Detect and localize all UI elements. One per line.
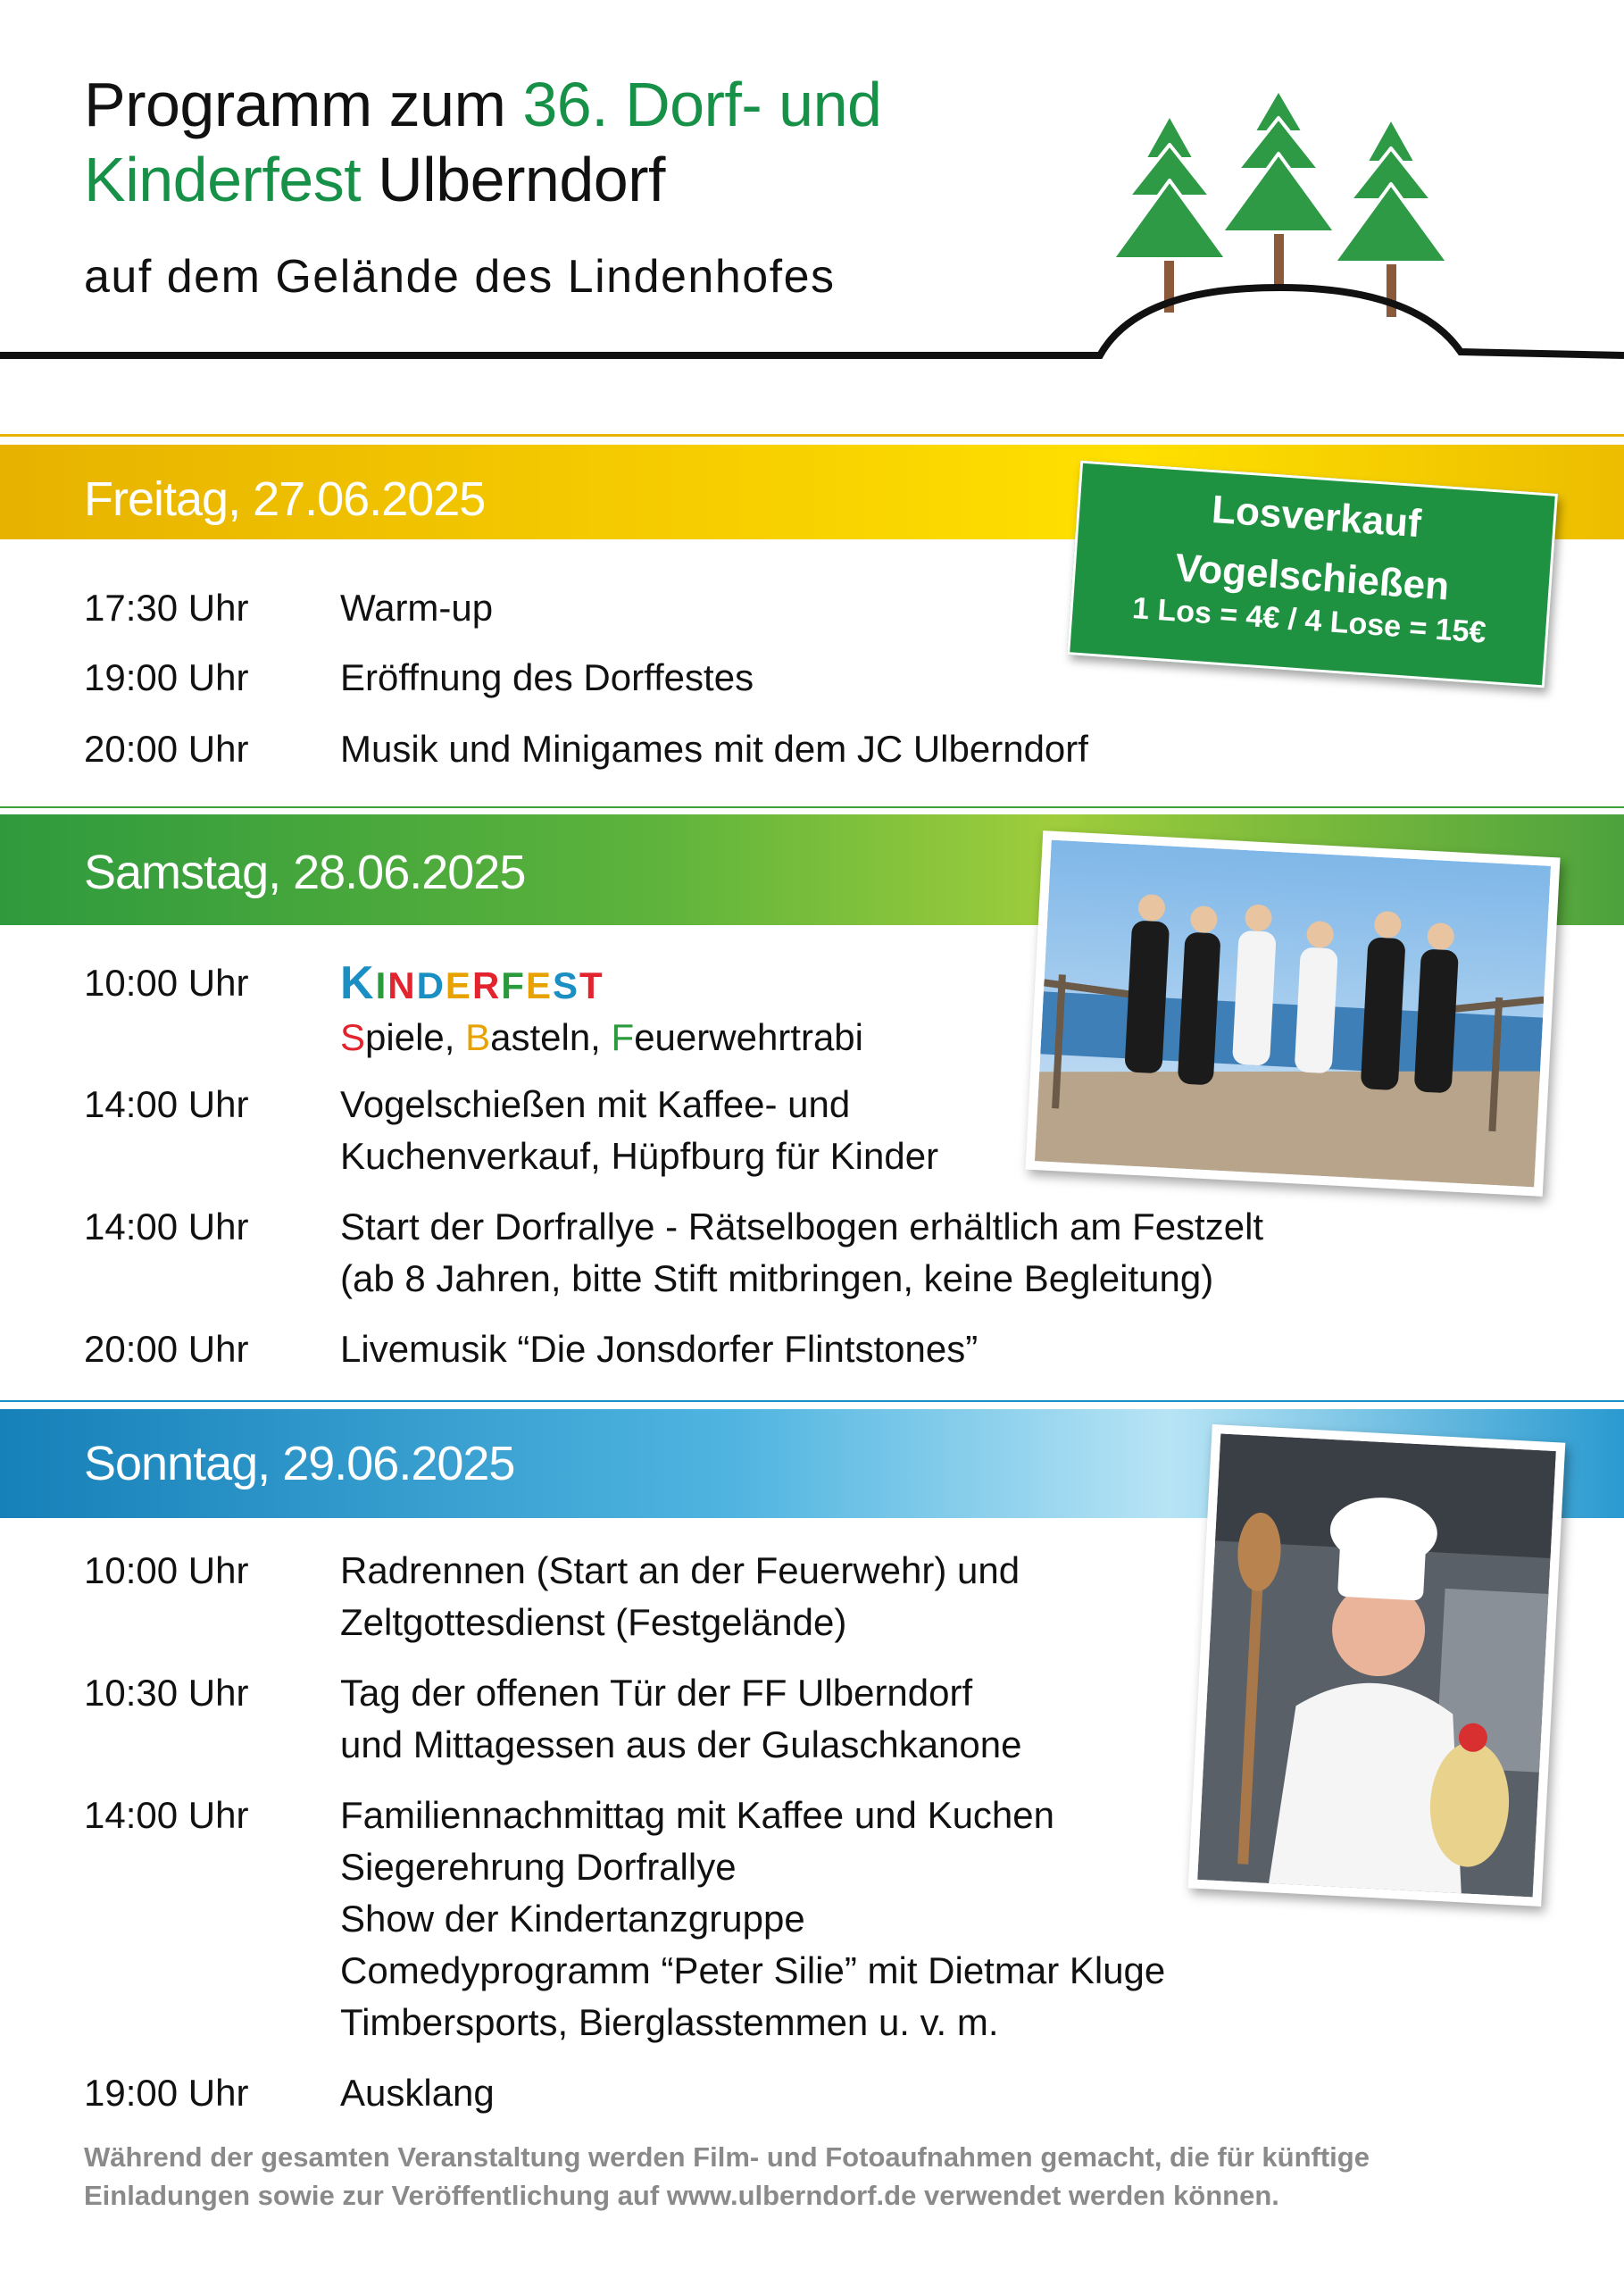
divider: [0, 806, 1624, 808]
saturday-title: Samstag, 28.06.2025: [84, 846, 526, 899]
event-text: Eröffnung des Dorffestes: [340, 656, 754, 698]
event-time: 10:30 Uhr: [84, 1672, 249, 1714]
tree-logo: [0, 80, 1624, 375]
lottery-price: 1 Los = 4€ / 4 Lose = 15€: [1131, 591, 1487, 650]
title-highlight: Kinderfest: [84, 145, 362, 214]
event-text: und Mittagessen aus der Gulaschkanone: [340, 1723, 1022, 1765]
lottery-box: [1067, 461, 1558, 688]
event-time: 19:00 Uhr: [84, 2072, 249, 2114]
event-text: Zeltgottesdienst (Festgelände): [340, 1601, 847, 1643]
kinderfest-subtitle: Spiele, Basteln, Feuerwehrtrabi: [340, 1016, 863, 1058]
event-time: 20:00 Uhr: [84, 1328, 249, 1370]
event-time: 14:00 Uhr: [84, 1083, 249, 1125]
event-text: Warm-up: [340, 587, 494, 629]
group-photo: [1025, 830, 1560, 1197]
lottery-line: Losverkauf: [1210, 488, 1423, 547]
event-text: Timbersports, Bierglasstemmen u. v. m.: [340, 2001, 999, 2043]
event-text: Familiennachmittag mit Kaffee und Kuchen: [340, 1794, 1055, 1836]
friday-title: Freitag, 27.06.2025: [84, 472, 486, 526]
event-time: 19:00 Uhr: [84, 656, 249, 698]
title-text: Ulberndorf: [361, 145, 665, 214]
divider: [0, 1400, 1624, 1402]
title-text: Programm zum: [84, 70, 523, 139]
lottery-line: Vogelschießen: [1173, 546, 1451, 609]
sunday-title: Sonntag, 29.06.2025: [84, 1437, 515, 1490]
event-time: 14:00 Uhr: [84, 1794, 249, 1836]
kinderfest-heading: KINDERFEST: [340, 957, 604, 1009]
event-text: Ausklang: [340, 2072, 495, 2114]
event-text: Kuchenverkauf, Hüpfburg für Kinder: [340, 1135, 939, 1177]
event-time: 20:00 Uhr: [84, 728, 249, 770]
event-text: Show der Kindertanzgruppe: [340, 1898, 805, 1940]
title-highlight: 36. Dorf- und: [522, 70, 882, 139]
event-time: 17:30 Uhr: [84, 587, 249, 629]
event-text: Start der Dorfrallye - Rätselbogen erhältlich am Festzelt: [340, 1206, 1264, 1247]
footer-line: Einladungen sowie zur Veröffentlichung auf www.ulberndorf.de verwendet werden können.: [84, 2180, 1279, 2211]
chef-photo: [1188, 1424, 1566, 1907]
event-text: Radrennen (Start an der Feuerwehr) und: [340, 1549, 1020, 1591]
event-time: 10:00 Uhr: [84, 1549, 249, 1591]
event-text: (ab 8 Jahren, bitte Stift mitbringen, keine Begleitung): [340, 1257, 1214, 1299]
event-time: 10:00 Uhr: [84, 962, 249, 1004]
event-text: Tag der offenen Tür der FF Ulberndorf: [340, 1672, 973, 1714]
event-time: 14:00 Uhr: [84, 1206, 249, 1247]
event-text: Livemusik “Die Jonsdorfer Flintstones”: [340, 1328, 979, 1370]
event-text: Siegerehrung Dorfrallye: [340, 1846, 737, 1888]
footer-line: Während der gesamten Veranstaltung werden Film- und Fotoaufnahmen gemacht, die für künftige: [84, 2141, 1370, 2173]
event-text: Vogelschießen mit Kaffee- und: [340, 1083, 851, 1125]
event-text: Comedyprogramm “Peter Silie” mit Dietmar Kluge: [340, 1949, 1166, 1991]
event-text: Musik und Minigames mit dem JC Ulberndorf: [340, 728, 1088, 770]
footer-note: [84, 2138, 1370, 2215]
page-subtitle: auf dem Gelände des Lindenhofes: [84, 251, 836, 303]
